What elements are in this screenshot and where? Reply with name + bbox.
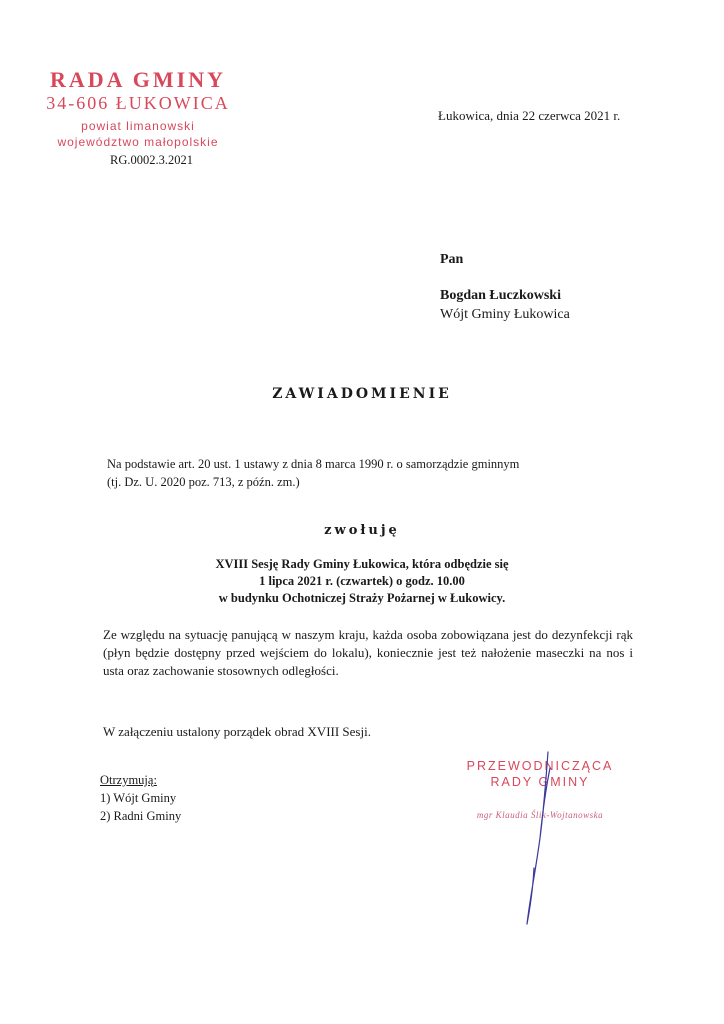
recipient-salutation: Pan: [440, 252, 464, 267]
stamp-line-council: RADY GMINY: [490, 775, 590, 789]
stamp-line-county: powiat limanowski: [81, 119, 195, 133]
session-line-2: 1 lipca 2021 r. (czwartek) o godz. 10.00: [259, 574, 465, 588]
convene-word: zwołuję: [324, 523, 400, 538]
list-item: 2) Radni Gminy: [100, 809, 182, 823]
stamp-line-name: mgr Klaudia Ślik-Wojtanowska: [476, 810, 604, 820]
date-line: Łukowica, dnia 22 czerwca 2021 r.: [438, 108, 621, 123]
recipients-header: Otrzymują:: [100, 773, 157, 787]
attachment-note: W załączeniu ustalony porządek obrad XVIII Sesji.: [103, 724, 371, 739]
sanitary-notice: Ze względu na sytuację panującą w naszym kraju, każda osoba zobowiązana jest do dezynfekcji rąk (płyn będzie dostępny przed wejściem do lokalu), koniecznie jest też nałożenie maseczki na nos i usta oraz zachowanie stosownych odległości.: [103, 627, 633, 678]
legal-basis-line-2: (tj. Dz. U. 2020 poz. 713, z późn. zm.): [107, 475, 300, 489]
legal-basis: [107, 455, 647, 491]
stamp-line-chairwoman: PRZEWODNICZĄCA: [466, 759, 614, 773]
recipients-list: [100, 771, 181, 825]
document-title: ZAWIADOMIENIE: [272, 386, 452, 402]
stamp-line-address: 34-606 ŁUKOWICA: [46, 93, 230, 113]
recipient-name: Bogdan Łuczkowski: [440, 288, 561, 303]
council-stamp: [28, 68, 248, 150]
legal-basis-line-1: Na podstawie art. 20 ust. 1 ustawy z dnia 8 marca 1990 r. o samorządzie gminnym: [107, 457, 520, 471]
stamp-line-voivodeship: województwo małopolskie: [57, 135, 219, 149]
session-line-3: w budynku Ochotniczej Straży Pożarnej w Łukowicy.: [218, 591, 506, 605]
handwritten-signature: [500, 748, 560, 928]
recipient-block: [440, 250, 570, 324]
reference-number: RG.0002.3.2021: [110, 153, 193, 167]
stamp-line-council: RADA GMINY: [49, 67, 227, 92]
recipient-position: Wójt Gminy Łukowica: [440, 307, 570, 322]
session-details: [0, 556, 724, 607]
list-item: 1) Wójt Gminy: [100, 791, 177, 805]
session-line-1: XVIII Sesję Rady Gminy Łukowica, która odbędzie się: [215, 557, 509, 571]
